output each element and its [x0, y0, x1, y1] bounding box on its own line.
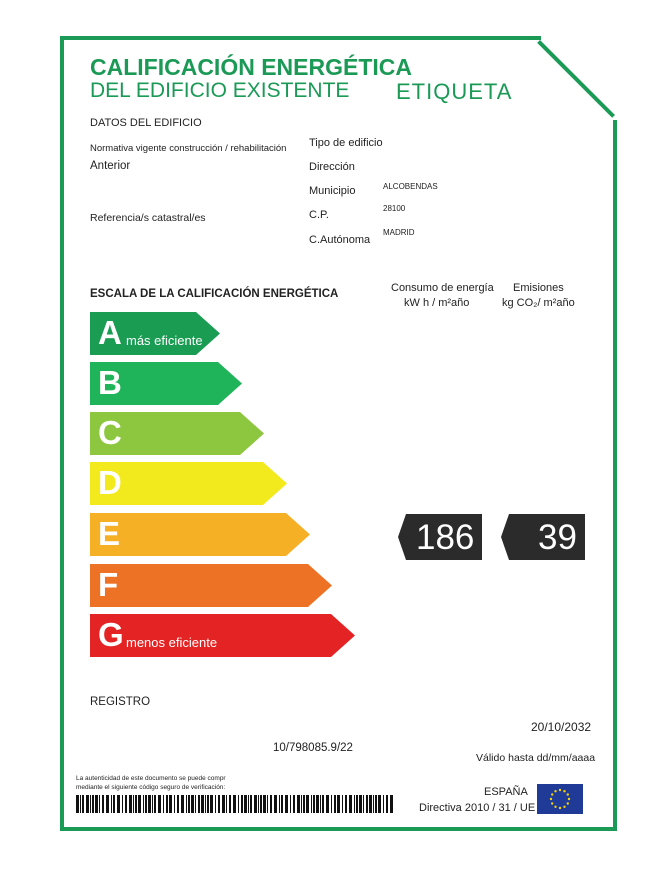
- barcode-bar: [90, 795, 91, 813]
- barcode-bar: [258, 795, 259, 813]
- band-letter: G: [98, 616, 124, 653]
- eu-star: [568, 798, 570, 800]
- barcode-bar: [378, 795, 381, 813]
- barcode-bar: [233, 795, 236, 813]
- band-letter: F: [98, 566, 119, 603]
- barcode-bar: [135, 795, 137, 813]
- barcode-bar: [148, 795, 151, 813]
- barcode-bar: [345, 795, 347, 813]
- barcode-bar: [250, 795, 252, 813]
- barcode-bar: [111, 795, 112, 813]
- barcode-bar: [198, 795, 200, 813]
- consumo-value-box: [398, 514, 482, 560]
- barcode-bar: [354, 795, 355, 813]
- barcode-bar: [99, 795, 100, 813]
- barcode-bar: [373, 795, 374, 813]
- emisiones-label: Emisiones: [513, 282, 564, 294]
- barcode-bar: [169, 795, 172, 813]
- direccion-label: Dirección: [309, 161, 355, 173]
- etiqueta-title: ETIQUETA: [396, 79, 513, 104]
- eu-star: [567, 793, 569, 795]
- tipo-label: Tipo de edificio: [309, 137, 383, 149]
- cp-value: 28100: [383, 204, 406, 213]
- barcode-bar: [181, 795, 184, 813]
- barcode-bar: [138, 795, 141, 813]
- title-line-2: DEL EDIFICIO EXISTENTE: [90, 79, 350, 102]
- barcode-bar: [102, 795, 104, 813]
- barcode-bar: [222, 795, 225, 813]
- barcode-bar: [342, 795, 343, 813]
- band-g: [90, 614, 355, 657]
- barcode-bar: [359, 795, 362, 813]
- barcode-bar: [166, 795, 168, 813]
- barcode-bar: [316, 795, 319, 813]
- emisiones-value: 39: [538, 518, 577, 557]
- barcode-bar: [215, 795, 216, 813]
- barcode-bar: [270, 795, 272, 813]
- eu-star: [559, 807, 561, 809]
- barcode-bar: [238, 795, 239, 813]
- barcode-bar: [218, 795, 220, 813]
- band-e: [90, 513, 310, 556]
- barcode-bar: [248, 795, 249, 813]
- barcode-bar: [349, 795, 352, 813]
- barcode-bar: [207, 795, 209, 813]
- emisiones-value-box: [501, 514, 585, 560]
- barcode-bar: [306, 795, 309, 813]
- barcode-bar: [163, 795, 164, 813]
- barcode-bar: [297, 795, 300, 813]
- barcode-bar: [311, 795, 312, 813]
- barcode-bar: [267, 795, 268, 813]
- barcode-bar: [320, 795, 321, 813]
- municipio-value: ALCOBENDAS: [383, 182, 438, 191]
- barcode-bar: [226, 795, 227, 813]
- municipio-label: Municipio: [309, 185, 356, 197]
- barcode-bar: [188, 795, 190, 813]
- consumo-value: 186: [416, 518, 475, 557]
- barcode-bar: [254, 795, 257, 813]
- eu-star: [567, 802, 569, 804]
- normativa-label: Normativa vigente construcción / rehabilitación: [90, 143, 287, 154]
- cp-label: C.P.: [309, 209, 329, 221]
- barcode-bar: [129, 795, 132, 813]
- eu-star: [559, 789, 561, 791]
- barcode-bar: [375, 795, 377, 813]
- barcode-bar: [260, 795, 262, 813]
- band-caption: más eficiente: [126, 333, 203, 348]
- fecha-value: 20/10/2032: [531, 720, 592, 734]
- barcode-bar: [76, 795, 79, 813]
- band-letter: D: [98, 464, 122, 501]
- barcode-bar: [263, 795, 266, 813]
- barcode-bar: [334, 795, 336, 813]
- building-data-heading: DATOS DEL EDIFICIO: [90, 117, 202, 129]
- barcode-bar: [274, 795, 277, 813]
- barcode-bar: [383, 795, 384, 813]
- barcode-bar: [337, 795, 340, 813]
- autonoma-label: C.Autónoma: [309, 234, 371, 246]
- band-a: [90, 312, 220, 355]
- band-d: [90, 462, 287, 505]
- eu-star: [563, 790, 565, 792]
- band-caption: menos eficiente: [126, 635, 218, 650]
- eu-star: [554, 790, 556, 792]
- barcode-bar: [195, 795, 196, 813]
- barcode-bar: [301, 795, 302, 813]
- eu-star: [550, 798, 552, 800]
- barcode-bar: [241, 795, 243, 813]
- barcode-bar: [201, 795, 204, 813]
- eu-star: [554, 806, 556, 808]
- barcode-bar: [106, 795, 109, 813]
- emisiones-units: kg CO₂/ m²año: [502, 297, 575, 309]
- barcode-bar: [244, 795, 247, 813]
- referencia-label: Referencia/s catastral/es: [90, 212, 206, 224]
- eu-star: [551, 793, 553, 795]
- band-letter: A: [98, 314, 122, 351]
- barcode-bar: [331, 795, 332, 813]
- barcode-bar: [363, 795, 364, 813]
- barcode-bar: [186, 795, 187, 813]
- corner-fold: [541, 30, 631, 120]
- barcode-bar: [92, 795, 94, 813]
- barcode-bar: [386, 795, 388, 813]
- band-letter: B: [98, 364, 122, 401]
- registro-value: 10/798085.9/22: [273, 742, 353, 754]
- consumo-label: Consumo de energía: [391, 282, 494, 294]
- band-c: [90, 412, 264, 455]
- barcode-bar: [125, 795, 127, 813]
- barcode-bar: [145, 795, 147, 813]
- scale-title: ESCALA DE LA CALIFICACIÓN ENERGÉTICA: [90, 288, 339, 300]
- directiva-label: Directiva 2010 / 31 / UE: [419, 802, 536, 814]
- title-line-1: CALIFICACIÓN ENERGÉTICA: [90, 54, 412, 80]
- barcode-bar: [281, 795, 283, 813]
- barcode-bar: [143, 795, 144, 813]
- barcode-bar: [154, 795, 156, 813]
- barcode-bar: [285, 795, 288, 813]
- barcode-bar: [177, 795, 179, 813]
- barcode-bar: [229, 795, 231, 813]
- barcode-bar: [158, 795, 161, 813]
- consumo-units: kW h / m²año: [404, 297, 470, 309]
- barcode-bar: [113, 795, 115, 813]
- barcode-bar: [290, 795, 291, 813]
- barcode-bar: [369, 795, 372, 813]
- registro-label: REGISTRO: [90, 696, 151, 708]
- barcode-bar: [390, 795, 393, 813]
- barcode-bar: [117, 795, 120, 813]
- band-b: [90, 362, 242, 405]
- verification-barcode: [76, 795, 396, 813]
- auth-line-1: La autenticidad de este documento se puede compr: [76, 775, 226, 782]
- barcode-bar: [174, 795, 175, 813]
- barcode-bar: [152, 795, 153, 813]
- barcode-bar: [122, 795, 123, 813]
- barcode-bar: [191, 795, 194, 813]
- espana-label: ESPAÑA: [484, 786, 528, 798]
- band-letter: C: [98, 414, 122, 451]
- barcode-bar: [95, 795, 98, 813]
- normativa-value: Anterior: [90, 160, 131, 172]
- band-letter: E: [98, 515, 121, 552]
- eu-flag-icon: [537, 784, 583, 814]
- barcode-bar: [303, 795, 305, 813]
- barcode-bar: [80, 795, 81, 813]
- barcode-bar: [86, 795, 89, 813]
- barcode-bar: [322, 795, 324, 813]
- eu-star: [551, 802, 553, 804]
- barcode-bar: [279, 795, 280, 813]
- barcode-bar: [205, 795, 206, 813]
- barcode-bar: [210, 795, 213, 813]
- band-f: [90, 564, 332, 607]
- barcode-bar: [356, 795, 358, 813]
- valido-label: Válido hasta dd/mm/aaaa: [476, 752, 596, 764]
- barcode-bar: [133, 795, 134, 813]
- barcode-bar: [326, 795, 329, 813]
- autonoma-value: MADRID: [383, 228, 415, 237]
- eu-star: [563, 806, 565, 808]
- barcode-bar: [366, 795, 368, 813]
- barcode-bar: [82, 795, 84, 813]
- barcode-bar: [313, 795, 315, 813]
- barcode-bar: [293, 795, 295, 813]
- auth-line-2: mediante el siguiente código seguro de verificación:: [76, 784, 226, 791]
